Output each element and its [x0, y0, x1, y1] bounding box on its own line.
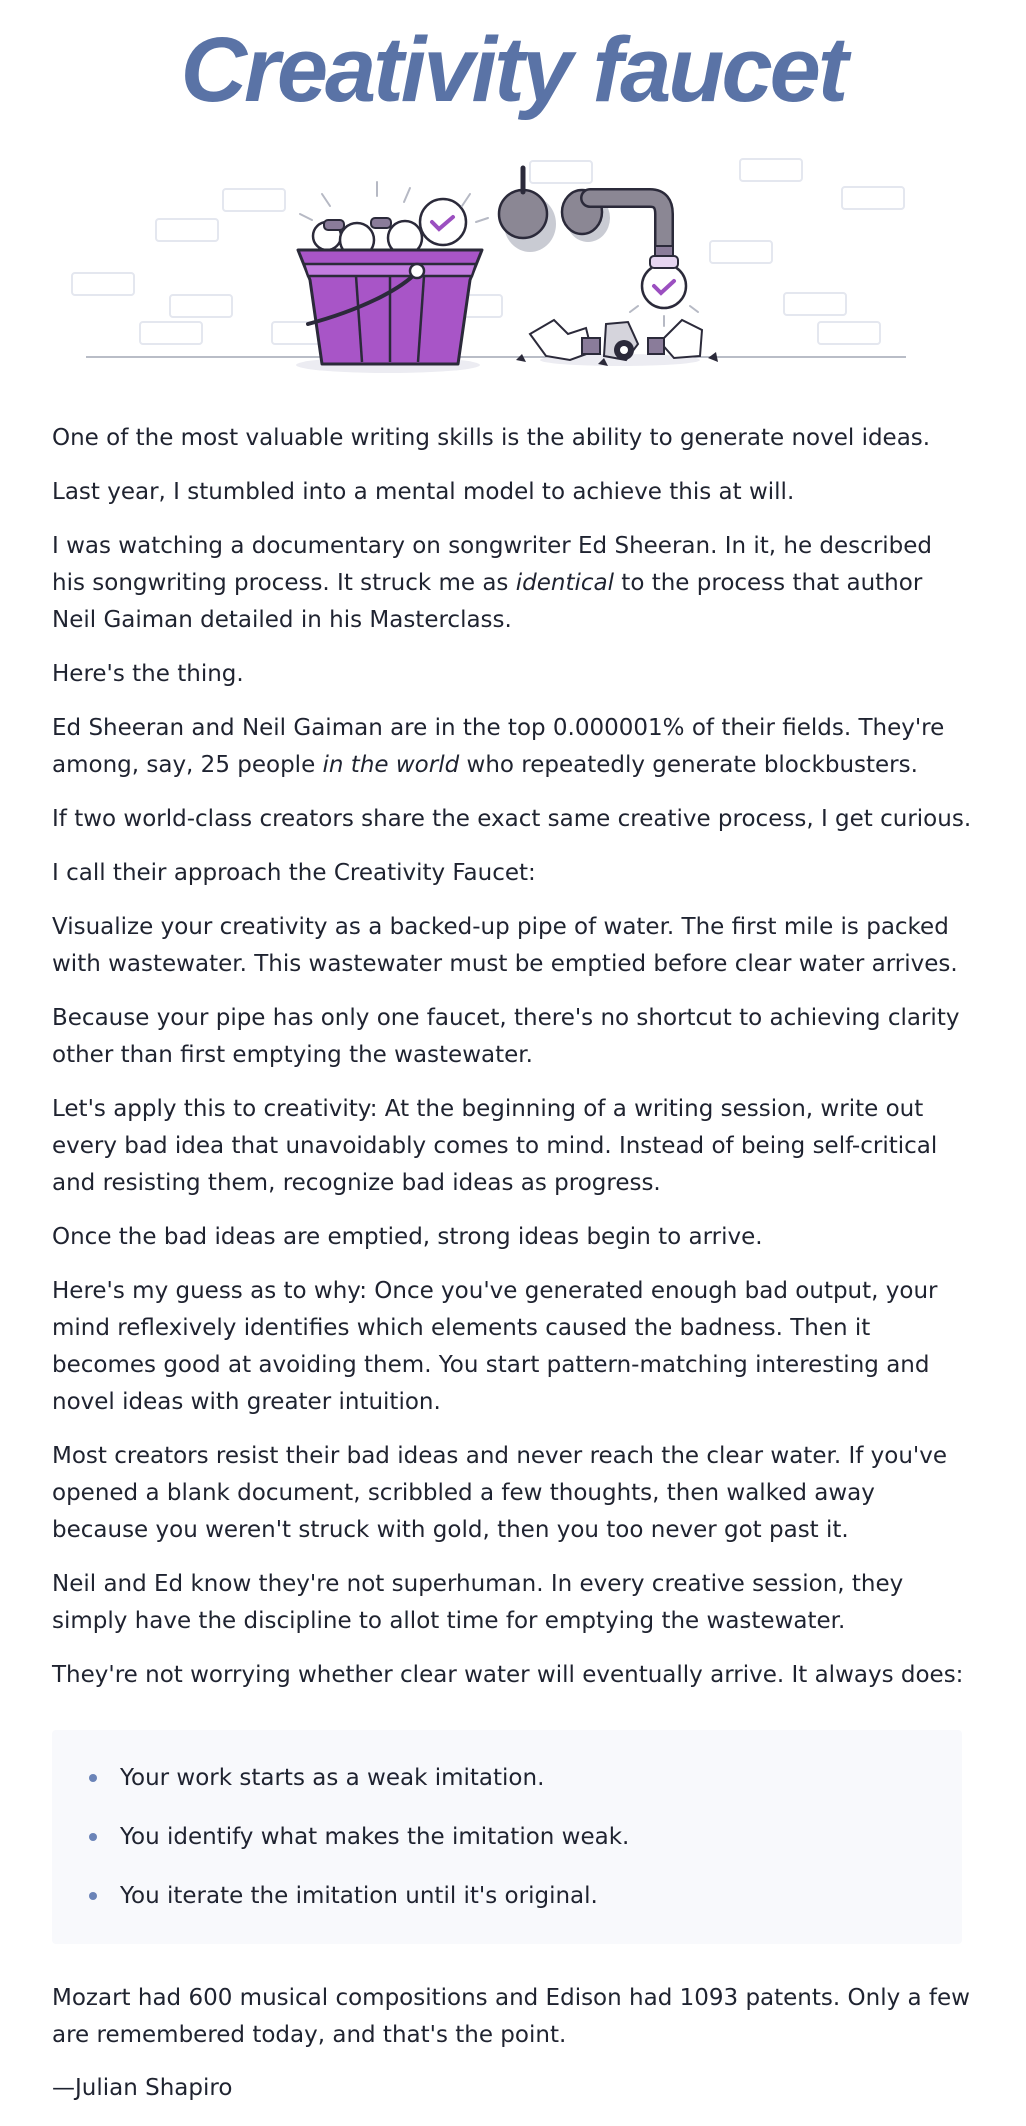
wall-bricks	[72, 159, 904, 344]
paragraph: Visualize your creativity as a backed-up pipe of water. The first mile is packed with wastewater. This wastewater must be emptied before clear water arrives.	[52, 914, 958, 977]
callout-box	[52, 1730, 962, 1944]
hanging-bulb-icon	[630, 256, 698, 326]
bullet-dot-icon	[89, 1892, 97, 1900]
paragraph: Neil and Ed know they're not superhuman. In every creative session, they simply have the discipline to allot time for emptying the wastewater.	[52, 1571, 904, 1634]
paragraph: Ed Sheeran and Neil Gaiman are in the top 0.000001% of their fields. They're among, say, 25 people in the world who repeatedly generate blockbusters.	[52, 715, 945, 778]
paragraph: Let's apply this to creativity: At the beginning of a writing session, write out every bad idea that unavoidably comes to mind. Instead of being self-critical and resisting them, recognize bad ideas as progress.	[52, 1096, 938, 1196]
bullet-list	[52, 1730, 962, 1915]
paragraph: One of the most valuable writing skills is the ability to generate novel ideas.	[52, 425, 931, 451]
paragraph: I call their approach the Creativity Faucet:	[52, 860, 536, 886]
paragraph: I was watching a documentary on songwriter Ed Sheeran. In it, he described his songwriting process. It struck me as identical to the process that author Neil Gaiman detailed in his Masterclass.	[52, 533, 933, 633]
bucket-icon	[296, 182, 488, 373]
paragraph: Here's the thing.	[52, 661, 244, 687]
emphasis: identical	[515, 570, 614, 596]
bulbs-in-bucket	[313, 199, 466, 257]
list-item: Your work starts as a weak imitation.	[52, 1760, 962, 1797]
bullet-dot-icon	[89, 1833, 97, 1841]
hero-illustration	[60, 152, 940, 384]
paragraph: Here's my guess as to why: Once you've generated enough bad output, your mind reflexively identifies which elements caused the badness. Then it becomes good at avoiding them. You start pattern-matching interesting and novel ideas with greater intuition.	[52, 1278, 938, 1415]
signature: —Julian Shapiro	[52, 2075, 233, 2101]
paragraph: They're not worrying whether clear water will eventually arrive. It always does:	[52, 1662, 964, 1688]
list-item: You iterate the imitation until it's original.	[52, 1878, 962, 1915]
bullet-dot-icon	[89, 1774, 97, 1782]
paragraph: Once the bad ideas are emptied, strong ideas begin to arrive.	[52, 1224, 763, 1250]
closing-section	[52, 1980, 972, 2054]
paragraph: If two world-class creators share the exact same creative process, I get curious.	[52, 806, 972, 832]
list-item: You identify what makes the imitation weak.	[52, 1819, 962, 1856]
closing-paragraph: Mozart had 600 musical compositions and Edison had 1093 patents. Only a few are remembered today, and that's the point.	[52, 1985, 970, 2048]
page-title: Creativity faucet	[180, 19, 846, 121]
article-body	[52, 420, 972, 1694]
paragraph: Most creators resist their bad ideas and never reach the clear water. If you've opened a blank document, scribbled a few thoughts, then walked away because you weren't struck with gold, then you too never got past it.	[52, 1443, 947, 1543]
paragraph: Last year, I stumbled into a mental model to achieve this at will.	[52, 479, 795, 505]
broken-bulbs-icon	[516, 320, 718, 366]
emphasis: in the world	[322, 752, 460, 778]
faucet-icon	[499, 168, 673, 258]
paragraph: Because your pipe has only one faucet, there's no shortcut to achieving clarity other than first emptying the wastewater.	[52, 1005, 960, 1068]
